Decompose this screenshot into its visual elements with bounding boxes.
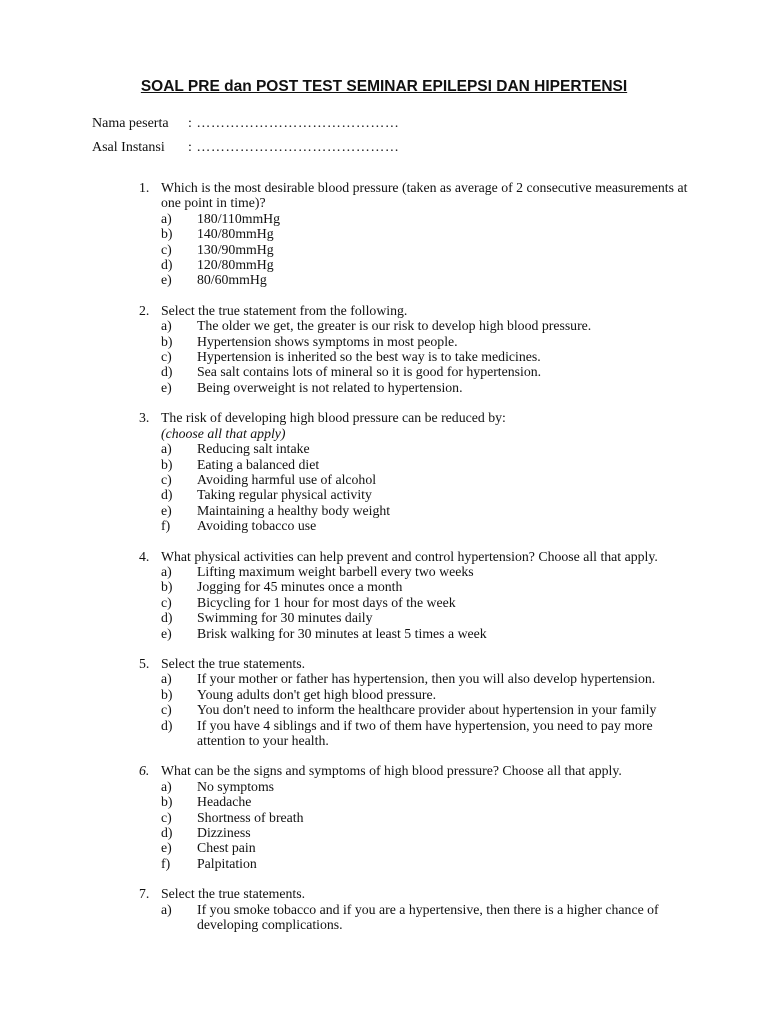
- answer-option: [139, 334, 699, 349]
- answer-option: [139, 380, 699, 395]
- option-text: Eating a balanced diet: [197, 456, 320, 472]
- option-text: Bicycling for 1 hour for most days of the week: [197, 594, 456, 610]
- option-letter: c): [161, 809, 172, 825]
- option-letter: c): [161, 349, 172, 365]
- option-text: Swimming for 30 minutes daily: [197, 610, 373, 626]
- option-text: Maintaining a healthy body weight: [197, 502, 391, 518]
- question-5: [139, 656, 699, 748]
- question-header: [139, 656, 699, 671]
- question-3: [139, 410, 699, 533]
- option-text: Headache: [197, 794, 252, 810]
- option-text: If your mother or father has hypertension, then you will also develop hypertension.: [197, 671, 656, 687]
- option-text: Being overweight is not related to hypertension.: [197, 379, 463, 395]
- option-text: Chest pain: [197, 840, 256, 856]
- question-text: What physical activities can help prevent and control hypertension? Choose all that apply.: [161, 548, 658, 564]
- answer-option: [139, 364, 699, 379]
- page-title: SOAL PRE dan POST TEST SEMINAR EPILEPSI DAN HIPERTENSI: [140, 78, 628, 95]
- field-value: : ……………………………………: [188, 116, 400, 131]
- option-text: Hypertension is inherited so the best way is to take medicines.: [197, 349, 541, 365]
- answer-option: [139, 825, 699, 840]
- option-text: Avoiding harmful use of alcohol: [197, 471, 377, 487]
- question-number: 3.: [139, 410, 150, 426]
- option-letter: c): [161, 594, 172, 610]
- question-header: [139, 410, 699, 425]
- option-text: Young adults don't get high blood pressure.: [197, 686, 437, 702]
- field-label: Nama peserta: [92, 116, 169, 131]
- option-letter: e): [161, 840, 172, 856]
- answer-option: [139, 810, 699, 825]
- option-text: Taking regular physical activity: [197, 487, 372, 503]
- option-text: Dizziness: [197, 825, 251, 841]
- answer-option: [139, 564, 699, 579]
- option-letter: c): [161, 241, 172, 257]
- option-letter: a): [161, 563, 172, 579]
- option-letter: d): [161, 717, 173, 733]
- option-letter: d): [161, 825, 173, 841]
- option-text: Sea salt contains lots of mineral so it is good for hypertension.: [197, 364, 542, 380]
- question-text: Select the true statement from the following.: [161, 302, 408, 318]
- option-text: 120/80mmHg: [197, 257, 274, 273]
- answer-option: [139, 441, 699, 456]
- question-number: 7.: [139, 886, 150, 902]
- answer-option: [139, 671, 699, 686]
- option-letter: a): [161, 210, 172, 226]
- option-letter: a): [161, 318, 172, 334]
- option-text: If you have 4 siblings and if two of them have hypertension, you need to pay more attention to your health.: [197, 717, 653, 748]
- option-text: 180/110mmHg: [197, 210, 281, 226]
- question-number: 1.: [139, 180, 150, 195]
- option-letter: b): [161, 226, 173, 242]
- field-value: : ……………………………………: [188, 140, 400, 155]
- participant-name-field: [92, 116, 399, 132]
- option-letter: e): [161, 502, 172, 518]
- question-header: [139, 886, 699, 901]
- answer-option: [139, 472, 699, 487]
- option-text: Brisk walking for 30 minutes at least 5 times a week: [197, 625, 487, 641]
- answer-option: [139, 257, 699, 272]
- institution-field: [92, 140, 399, 156]
- option-letter: e): [161, 379, 172, 395]
- answer-option: [139, 626, 699, 641]
- option-letter: b): [161, 579, 173, 595]
- option-text: You don't need to inform the healthcare provider about hypertension in your family: [197, 702, 657, 718]
- question-4: [139, 549, 699, 641]
- option-letter: b): [161, 333, 173, 349]
- answer-option: [139, 610, 699, 625]
- option-text: 140/80mmHg: [197, 226, 274, 242]
- answer-option: [139, 211, 699, 226]
- option-text: Jogging for 45 minutes once a month: [197, 579, 403, 595]
- question-text: Select the true statements.: [161, 655, 306, 671]
- question-2: [139, 303, 699, 395]
- answer-option: [139, 318, 699, 333]
- answer-option: [139, 794, 699, 809]
- question-text: What can be the signs and symptoms of high blood pressure? Choose all that apply.: [161, 763, 622, 779]
- question-header: [139, 763, 699, 778]
- option-letter: c): [161, 471, 172, 487]
- answer-option: [139, 242, 699, 257]
- option-text: 130/90mmHg: [197, 241, 274, 257]
- option-letter: f): [161, 855, 171, 871]
- answer-option: [139, 718, 699, 749]
- answer-option: [139, 902, 699, 933]
- question-number: 6.: [139, 763, 150, 779]
- question-list: [139, 180, 699, 947]
- option-letter: e): [161, 272, 172, 288]
- answer-option: [139, 272, 699, 287]
- option-text: Hypertension shows symptoms in most people.: [197, 333, 458, 349]
- option-text: Avoiding tobacco use: [197, 518, 317, 534]
- option-letter: a): [161, 778, 172, 794]
- option-letter: b): [161, 794, 173, 810]
- option-text: Shortness of breath: [197, 809, 304, 825]
- option-letter: f): [161, 518, 171, 534]
- option-text: 80/60mmHg: [197, 272, 267, 288]
- option-letter: d): [161, 364, 173, 380]
- question-header: [139, 549, 699, 564]
- answer-option: [139, 457, 699, 472]
- option-letter: b): [161, 686, 173, 702]
- answer-option: [139, 503, 699, 518]
- question-number: 4.: [139, 548, 150, 564]
- option-letter: c): [161, 702, 172, 718]
- answer-option: [139, 840, 699, 855]
- option-text: No symptoms: [197, 778, 275, 794]
- question-6: [139, 763, 699, 871]
- option-text: Palpitation: [197, 855, 257, 871]
- question-number: 5.: [139, 655, 150, 671]
- question-note: (choose all that apply): [161, 425, 286, 441]
- question-1: [139, 180, 699, 288]
- field-label: Asal Instansi: [92, 140, 165, 155]
- answer-option: [139, 595, 699, 610]
- option-text: If you smoke tobacco and if you are a hypertensive, then there is a higher chance of developing complications.: [197, 901, 659, 933]
- option-letter: a): [161, 441, 172, 457]
- question-header: [139, 303, 699, 318]
- question-text: Select the true statements.: [161, 886, 306, 902]
- answer-option: [139, 349, 699, 364]
- question-header: [139, 180, 699, 211]
- option-text: The older we get, the greater is our risk to develop high blood pressure.: [197, 318, 592, 334]
- answer-option: [139, 779, 699, 794]
- answer-option: [139, 487, 699, 502]
- option-letter: d): [161, 487, 173, 503]
- question-number: 2.: [139, 302, 150, 318]
- option-letter: d): [161, 610, 173, 626]
- option-letter: e): [161, 625, 172, 641]
- option-text: Reducing salt intake: [197, 441, 310, 457]
- question-text: Which is the most desirable blood pressure (taken as average of 2 consecutive measurements at one point in time)?: [161, 180, 688, 211]
- option-text: Lifting maximum weight barbell every two weeks: [197, 563, 474, 579]
- answer-option: [139, 518, 699, 533]
- question-text: The risk of developing high blood pressure can be reduced by:: [161, 410, 506, 426]
- option-letter: a): [161, 901, 172, 917]
- option-letter: d): [161, 257, 173, 273]
- answer-option: [139, 687, 699, 702]
- option-letter: a): [161, 671, 172, 687]
- answer-option: [139, 856, 699, 871]
- answer-option: [139, 702, 699, 717]
- option-letter: b): [161, 456, 173, 472]
- question-7: [139, 886, 699, 932]
- answer-option: [139, 579, 699, 594]
- answer-option: [139, 226, 699, 241]
